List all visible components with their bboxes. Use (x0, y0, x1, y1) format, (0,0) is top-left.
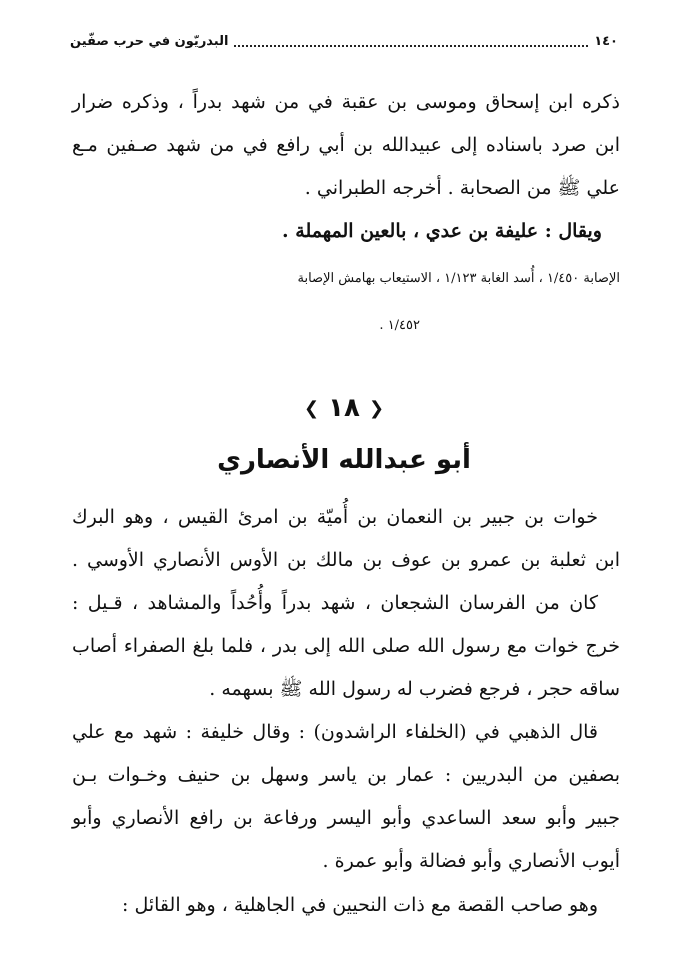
page-header (70, 30, 618, 52)
page-number: ١٤٠ (594, 33, 618, 49)
entry-title: أبو عبدالله الأنصاري (217, 445, 471, 475)
text-line: علي ﷺ من الصحابة . أخرجه الطبراني . (304, 177, 620, 199)
text-line: ذكره ابن إسحاق وموسى بن عقبة في من شهد بدراً ، وذكره ضرار (72, 91, 620, 113)
header-dotted-leader (234, 36, 588, 47)
ornament-right-icon: ❯ (368, 398, 385, 419)
text-line: ساقه حجر ، فرجع فضرب له رسول الله ﷺ بسهمه . (209, 678, 620, 700)
footnote-line: الإصابة ١/٤٥٠ ، أُسد الغابة ١/١٢٣ ، الاستيعاب بهامش الإصابة (297, 271, 620, 286)
text-line: جبير وأبو سعد الساعدي وأبو اليسر ورفاعة بن رافع الأنصاري وأبو (72, 807, 620, 829)
text-line: قال الذهبي في (الخلفاء الراشدون) : وقال خليفة : شهد مع علي (72, 721, 598, 743)
footnote-line: ١/٤٥٢ . (379, 318, 420, 333)
ornament-left-icon: ❮ (303, 398, 320, 419)
text-line: ابن ثعلبة بن عمرو بن عوف بن مالك بن الأوس الأنصاري الأوسي . (72, 549, 620, 571)
text-line: وهو صاحب القصة مع ذات النحيين في الجاهلية ، وهو القائل : (122, 894, 598, 916)
text-line: كان من الفرسان الشجعان ، شهد بدراً وأُحُداً والمشاهد ، قـيل : (72, 592, 598, 614)
entry-number-block (0, 393, 688, 423)
text-line: أيوب الأنصاري وأبو فضالة وأبو عمرة . (322, 850, 620, 872)
text-line: ويقال : عليفة بن عدي ، بالعين المهملة . (282, 220, 602, 242)
running-title: البدريّون في حرب صفّين (70, 33, 229, 49)
text-line: خوات بن جبير بن النعمان بن أُميّة بن امرئ القيس ، وهو البرك (72, 506, 598, 528)
text-line: خرج خوات مع رسول الله صلى الله إلى بدر ، فلما بلغ الصفراء أصاب (72, 635, 620, 657)
entry-number: ١٨ (328, 393, 360, 423)
text-line: ابن صرد باسناده إلى عبيدالله بن أبي رافع في من شهد صـفين مـع (72, 134, 620, 156)
text-line: بصفين من البدريين : عمار بن ياسر وسهل بن حنيف وخـوات بـن (72, 764, 620, 786)
